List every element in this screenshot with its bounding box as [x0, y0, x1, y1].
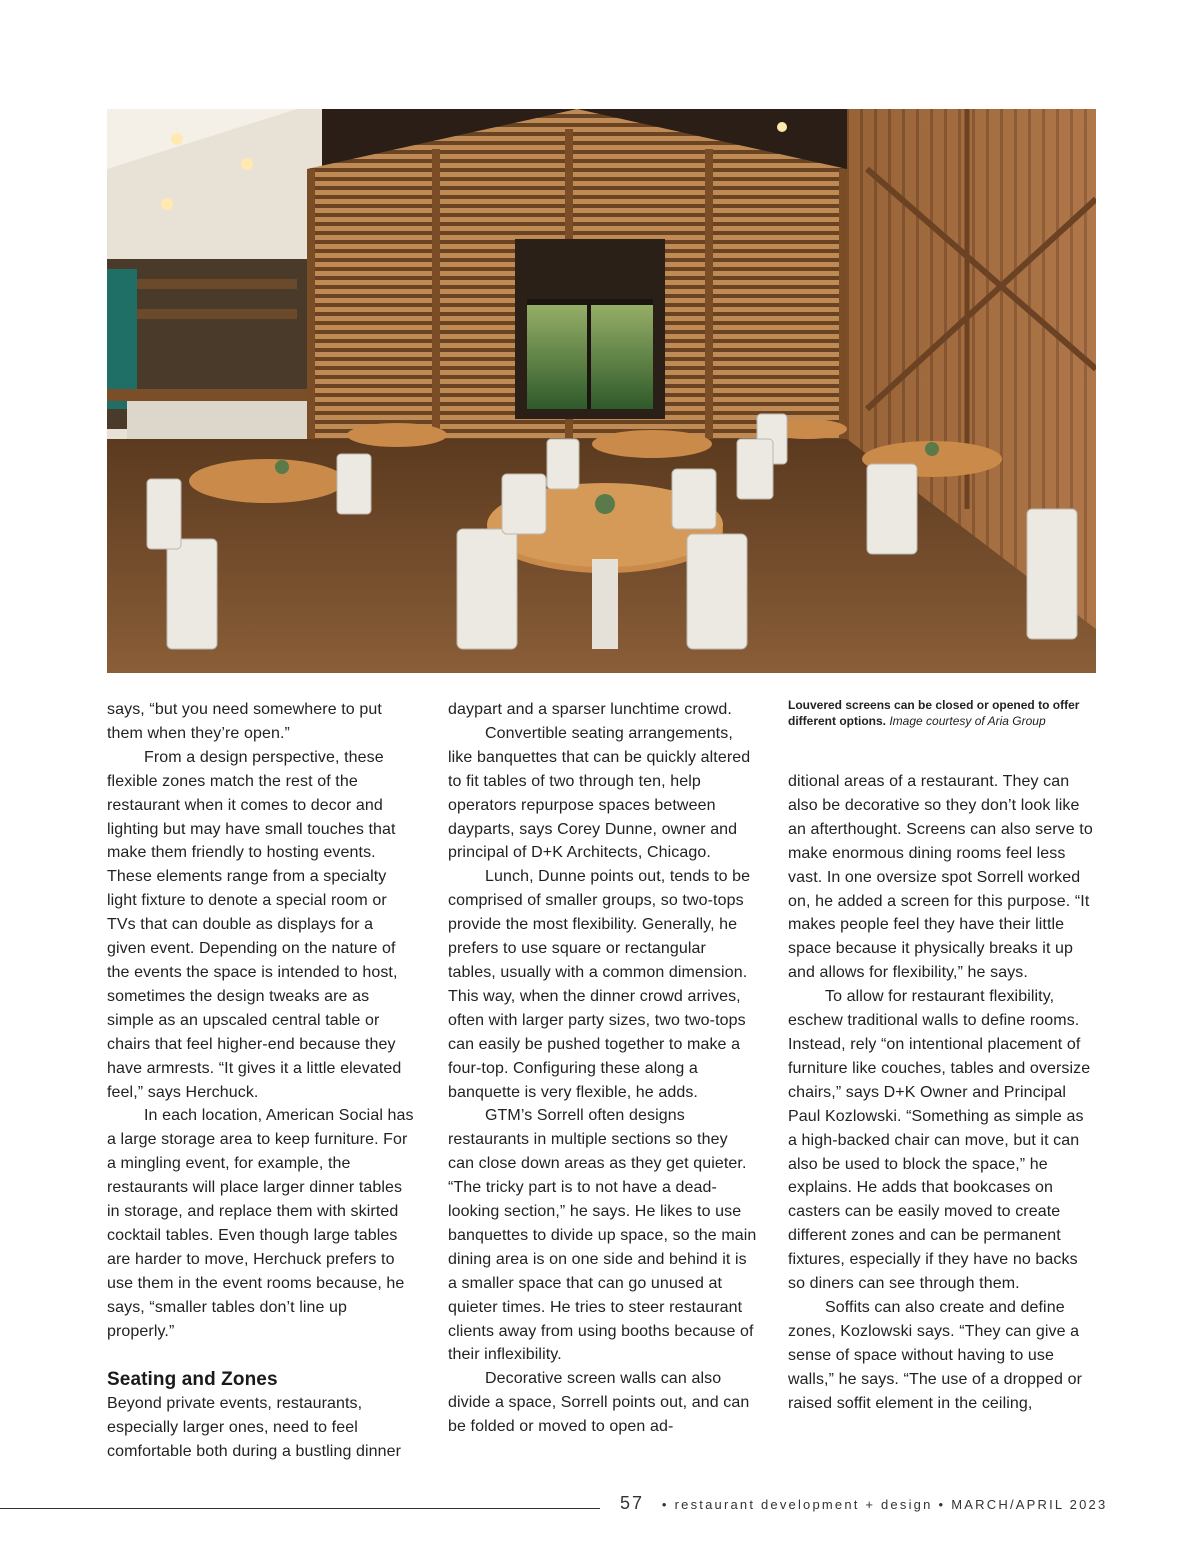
paragraph: To allow for restaurant flexibility, eschew traditional walls to define rooms. Instead, rely “on intentional placement of furniture like couches, tables and oversize chairs,” says D+K Owner and Principal Paul Kozlowski. “Something as simple as a high-backed chair can move, but it can also be used to block the space,” he explains. He adds that bookcases on casters can be easily moved to create different zones and can be permanent fixtures, especially if they have no backs so diners can see through them.: [788, 988, 1091, 1293]
paragraph: In each location, American Social has a large storage area to keep furniture. For a mingling event, for example, the restaurants will place larger dinner tables in storage, and replace them with skirted cocktail tables. Even though large tables are harder to move, Herchuck prefers to use them in the event rooms because, he says, “smaller tables don’t line up properly.”: [107, 1107, 414, 1340]
article-column-2: [448, 698, 758, 1439]
paragraph: Beyond private events, restaurants, especially larger ones, need to feel comfortable both during a bustling dinner: [107, 1395, 402, 1461]
photo-caption: [788, 697, 1096, 729]
caption-text: Louvered screens can be closed or opened to offer different options.: [788, 698, 1080, 728]
issue-date: MARCH/APRIL 2023: [951, 1497, 1108, 1512]
article-column-3: [788, 770, 1096, 1415]
publication-name: restaurant development + design: [674, 1497, 933, 1512]
paragraph: daypart and a sparser lunchtime crowd.: [448, 701, 732, 718]
footer-bullet: •: [661, 1497, 669, 1512]
restaurant-photo: [107, 109, 1096, 673]
page-number: 57: [620, 1493, 645, 1513]
paragraph: Lunch, Dunne points out, tends to be comprised of smaller groups, so two-tops provide the most flexibility. Generally, he prefers to use square or rectangular tables, usually with a common dimension. This way, when the dinner crowd arrives, often with larger party sizes, two two-tops can easily be pushed together to make a four-top. Configuring these along a banquette is very flexible, he adds.: [448, 868, 751, 1101]
paragraph: Convertible seating arrangements, like banquettes that can be quickly altered to fit tables of two through ten, help operators repurpose spaces between dayparts, says Corey Dunne, owner and principal of D+K Architects, Chicago.: [448, 724, 751, 862]
section-subhead: Seating and Zones: [107, 1369, 278, 1391]
footer-rule: [0, 1508, 600, 1509]
paragraph: ditional areas of a restaurant. They can also be decorative so they don’t look like an afterthought. Screens can also serve to make enormous dining rooms feel less vast. In one oversize spot Sorrell worked on, he added a screen for this purpose. “It makes people feel they have their little space because it physically breaks it up and allows for flexibility,” he says.: [788, 773, 1093, 982]
paragraph: Decorative screen walls can also divide a space, Sorrell points out, and can be folded or moved to open ad-: [448, 1370, 750, 1436]
paragraph: GTM’s Sorrell often designs restaurants in multiple sections so they can close down areas as they get quieter. “The tricky part is to not have a dead-looking section,” he says. He likes to use banquettes to divide up space, so the main dining area is on one side and behind it is a smaller space that can go unused at quieter times. He tries to steer restaurant clients away from using booths because of their inflexibility.: [448, 1107, 757, 1364]
article-column-1: [107, 698, 415, 1464]
footer-bullet: •: [938, 1497, 946, 1512]
paragraph: Soffits can also create and define zones, Kozlowski says. “They can give a sense of space without having to use walls,” he says. “The use of a dropped or raised soffit element in the ceiling,: [788, 1298, 1083, 1412]
caption-credit: Image courtesy of Aria Group: [889, 714, 1046, 728]
page-footer: [620, 1493, 1180, 1514]
paragraph: From a design perspective, these flexible zones match the rest of the restaurant when it comes to decor and lighting but may have small touches that make them friendly to hosting events. These elements range from a specialty light fixture to denote a special room or TVs that can double as displays for a given event. Depending on the nature of the events the space is intended to host, sometimes the design tweaks are as simple as an upscaled central table or chairs that feel higher-end because they have armrests. “It gives it a little elevated feel,” says Herchuck.: [107, 748, 402, 1101]
paragraph: says, “but you need somewhere to put them when they’re open.”: [107, 701, 382, 742]
